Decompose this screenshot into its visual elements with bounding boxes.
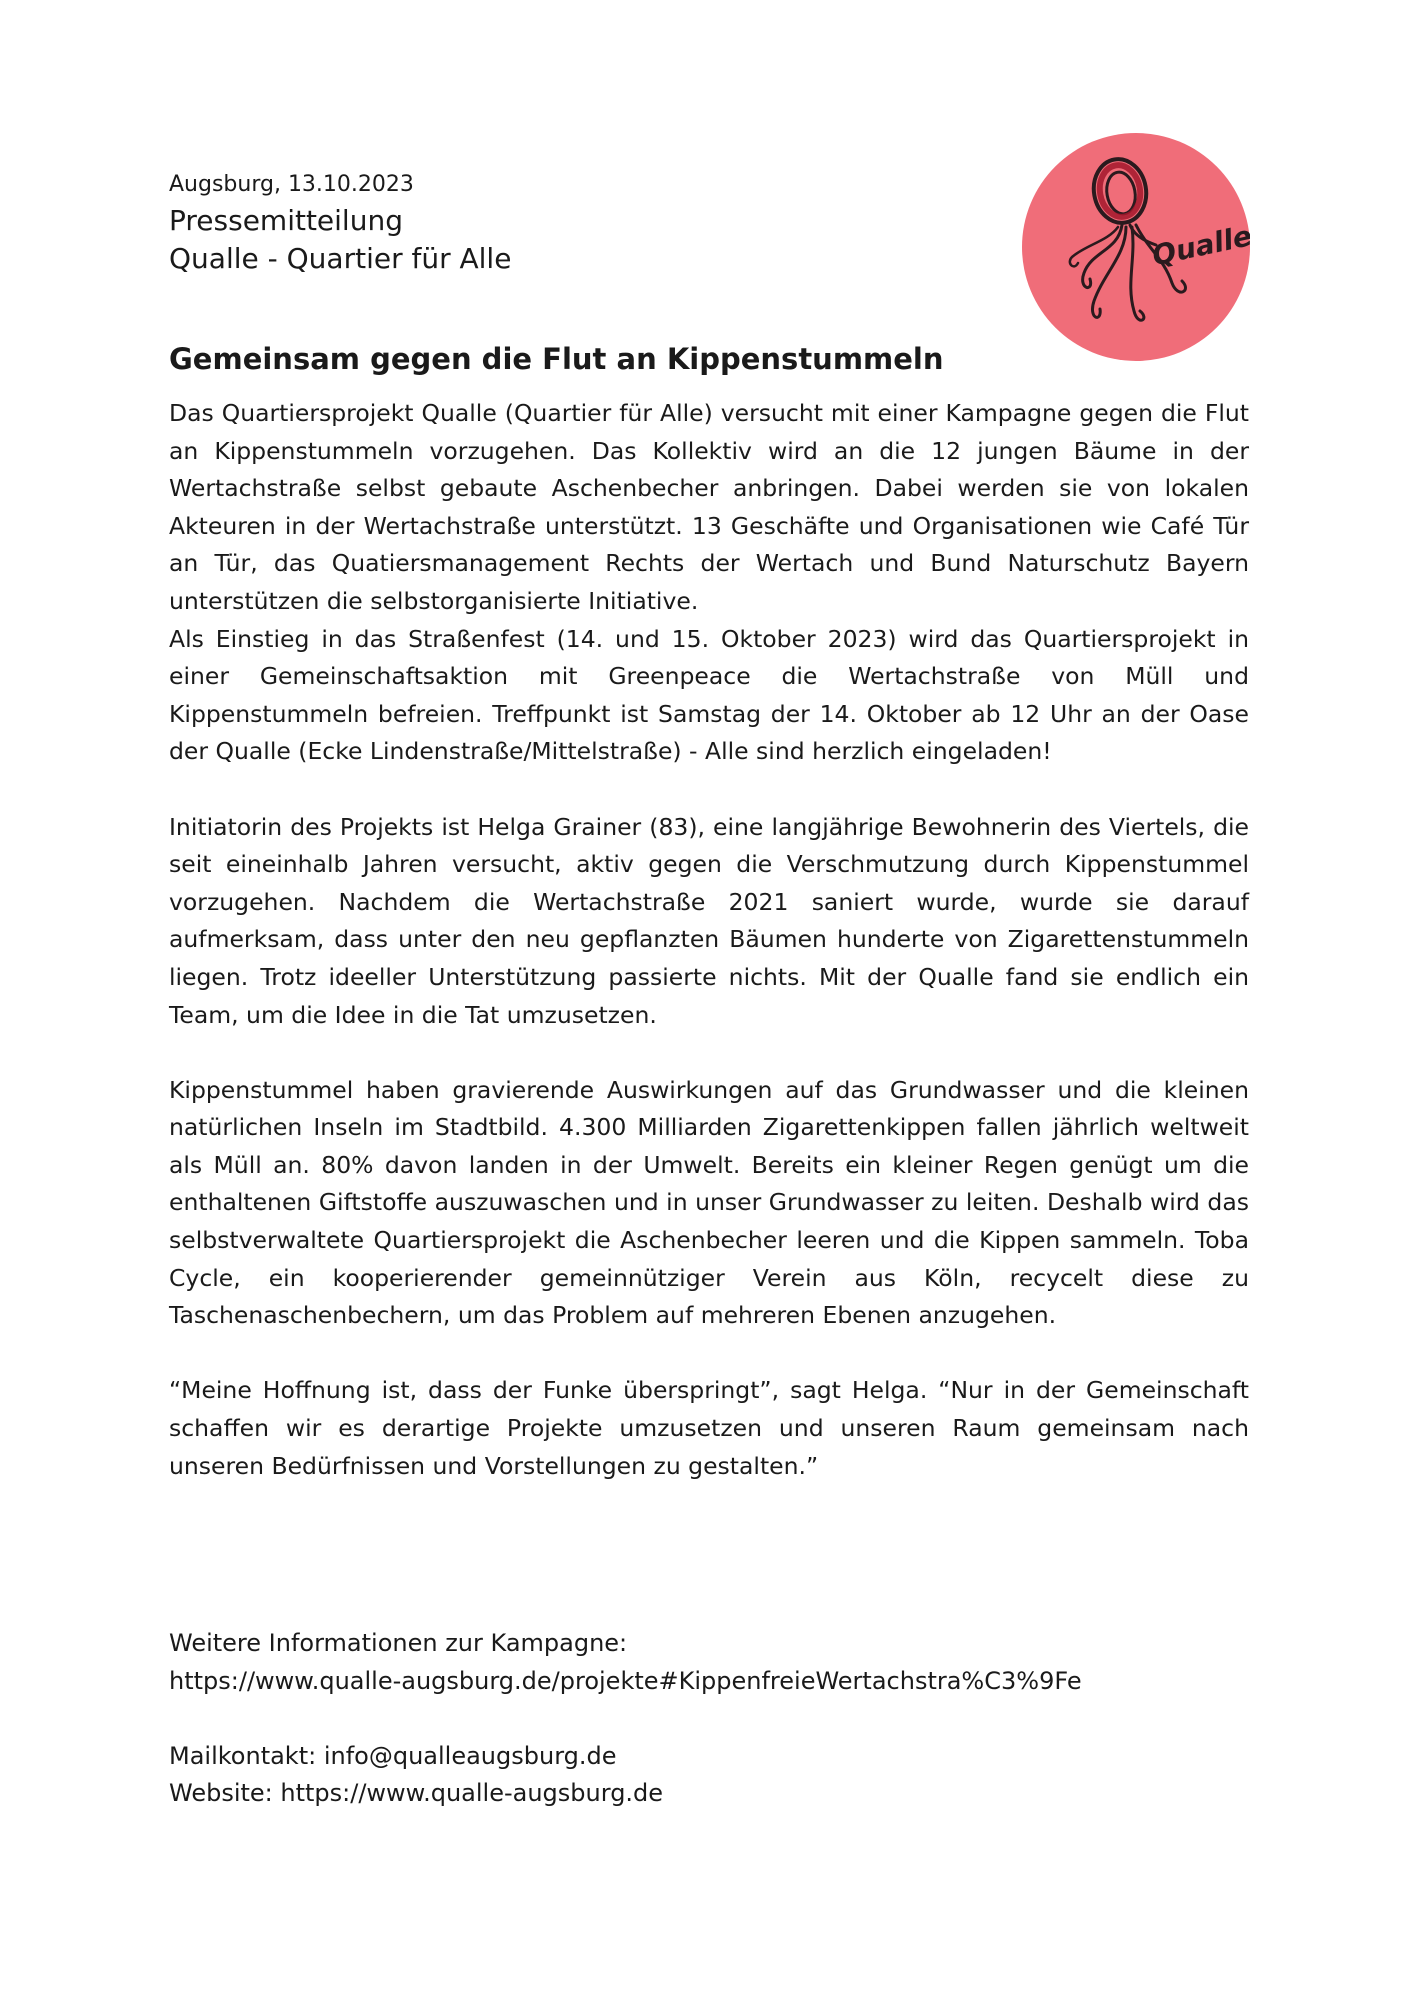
document-type: Pressemitteilung [169, 204, 403, 237]
organization-name: Qualle - Quartier für Alle [169, 242, 512, 275]
paragraph-spacer [169, 771, 1249, 809]
footer-spacer [169, 1700, 1269, 1738]
paragraph-2: Als Einstieg in das Straßenfest (14. und 15. Oktober 2023) wird das Quartiersprojekt in einer Gemeinschaftsaktion mit Greenpeace die Wertachstraße von Müll und Kippenstummeln befreien. Treffpunkt ist Samstag der 14. Oktober ab 12 Uhr an der Oase der Qualle (Ecke Lindenstraße/Mittelstraße) - Alle sind herzlich eingeladen! [169, 624, 1249, 766]
paragraph-spacer [169, 1034, 1249, 1072]
letterhead [169, 168, 511, 278]
website-link[interactable]: Website: https://www.qualle-augsburg.de [169, 1779, 664, 1808]
logo-wordmark: Qualle [1149, 219, 1250, 273]
paragraph-4: Kippenstummel haben gravierende Auswirkungen auf das Grundwasser und die kleinen natürlichen Inseln im Stadtbild. 4.300 Milliarden Zigarettenkippen fallen jährlich weltweit als Müll an. 80% davon landen in der Umwelt. Bereits ein kleiner Regen genügt um die enthaltenen Giftstoffe auszuwaschen und in unser Grundwasser zu leiten. Deshalb wird das selbstverwaltete Quartiersprojekt die Aschenbecher leeren und die Kippen sammeln. Toba Cycle, ein kooperierender gemeinnütziger Verein aus Köln, recycelt diese zu Taschenaschenbechern, um das Problem auf mehreren Ebenen anzugehen. [169, 1075, 1249, 1330]
headline: Gemeinsam gegen die Flut an Kippenstummeln [169, 342, 944, 376]
paragraph-spacer [169, 1335, 1249, 1373]
paragraph-5: “Meine Hoffnung ist, dass der Funke überspringt”, sagt Helga. “Nur in der Gemeinschaft schaffen wir es derartige Projekte umzusetzen und unseren Raum gemeinsam nach unseren Bedürfnissen und Vorstellungen zu gestalten.” [169, 1376, 1249, 1480]
info-label: Weitere Informationen zur Kampagne: [169, 1629, 628, 1657]
mail-contact[interactable]: Mailkontakt: info@qualleaugsburg.de [169, 1741, 617, 1770]
paragraph-3: Initiatorin des Projekts ist Helga Grainer (83), eine langjährige Bewohnerin des Viertels, die seit eineinhalb Jahren versucht, aktiv gegen die Verschmutzung durch Kippenstummel vorzugehen. Nachdem die Wertachstraße 2021 saniert wurde, wurde sie darauf aufmerksam, dass unter den neu gepflanzten Bäumen hunderte von Zigarettenstummeln liegen. Trotz ideeller Unterstützung passierte nichts. Mit der Qualle fand sie endlich ein Team, um die Idee in die Tat umzusetzen. [169, 812, 1249, 1029]
release-date: Augsburg, 13.10.2023 [169, 172, 414, 197]
article-body [169, 395, 1249, 1485]
paragraph-1: Das Quartiersprojekt Qualle (Quartier für Alle) versucht mit einer Kampagne gegen die Flut an Kippenstummeln vorzugehen. Das Kollektiv wird an die 12 jungen Bäume in der Wertachstraße selbst gebaute Aschenbecher anbringen. Dabei werden sie von lokalen Akteuren in der Wertachstraße unterstützt. 13 Geschäfte und Organisationen wie Café Tür an Tür, das Quatiersmanagement Rechts der Wertach und Bund Naturschutz Bayern unterstützen die selbstorganisierte Initiative. [169, 399, 1249, 615]
qualle-logo [1022, 133, 1250, 361]
campaign-link[interactable]: https://www.qualle-augsburg.de/projekte#KippenfreieWertachstra%C3%9Fe [169, 1666, 1082, 1695]
contact-footer [169, 1625, 1269, 1813]
jellyfish-logo-icon [1022, 133, 1250, 361]
